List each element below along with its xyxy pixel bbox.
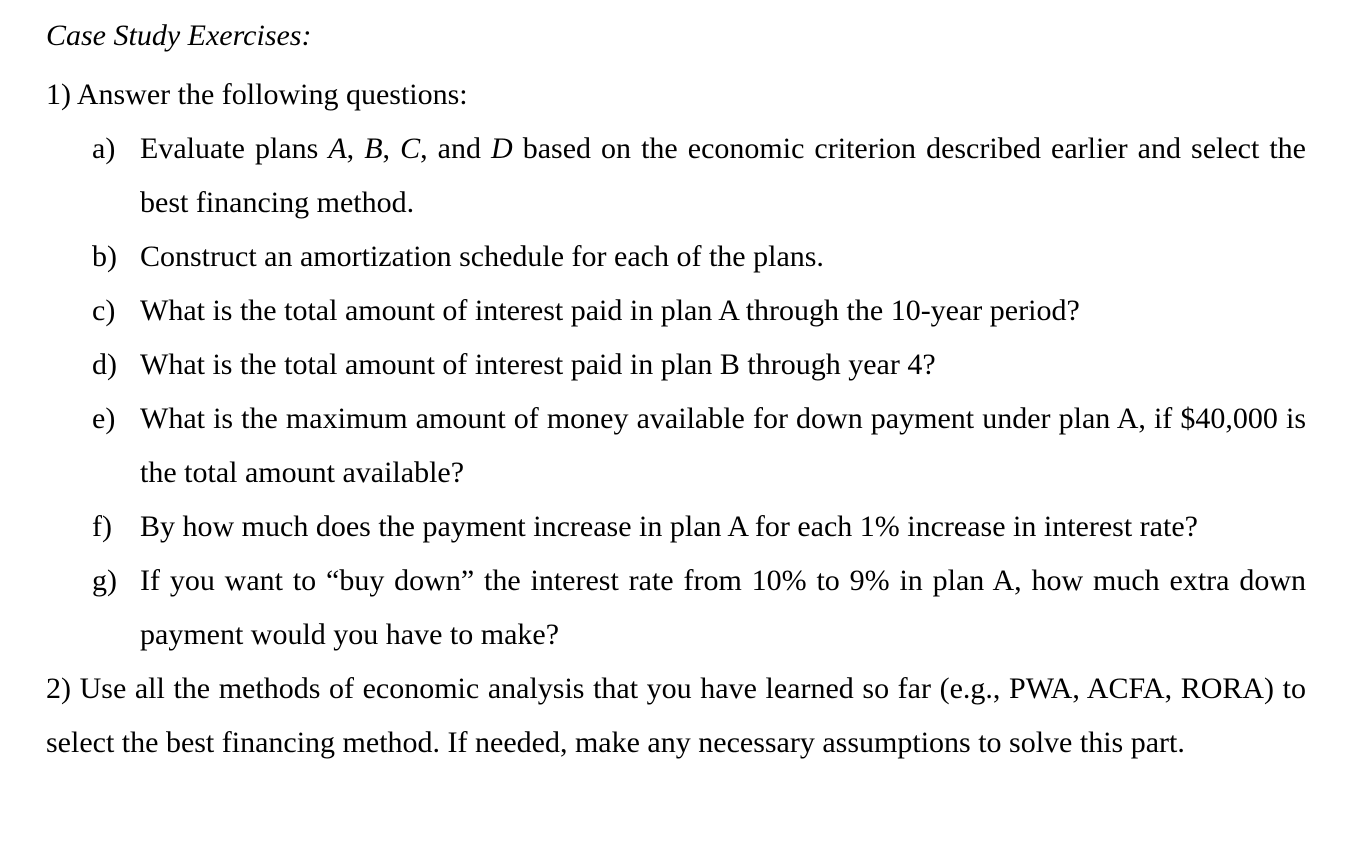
question-1e: [46, 392, 1306, 500]
question-2: 2) Use all the methods of economic analysis that you have learned so far (e.g., PWA, ACFA, RORA) to select the best financing method. If needed, make any necessary assumptions to solve this part.: [46, 672, 1306, 759]
question-1-label: 1) Answer the following questions:: [46, 78, 468, 111]
item-marker: e): [92, 402, 116, 435]
item-text: By how much does the payment increase in plan A for each 1% increase in interest rate?: [140, 510, 1198, 543]
item-marker: g): [92, 564, 117, 597]
item-text: What is the maximum amount of money available for down payment under plan A, if $40,000 is the total amount available?: [140, 402, 1306, 489]
question-1c: [46, 284, 1306, 338]
item-marker: a): [92, 132, 116, 165]
item-text: What is the total amount of interest paid in plan B through year 4?: [140, 348, 936, 381]
question-1f: [46, 500, 1306, 554]
question-1g: [46, 554, 1306, 662]
item-text: Construct an amortization schedule for each of the plans.: [140, 240, 824, 273]
question-1a: [46, 122, 1306, 230]
item-text: Evaluate plans A, B, C, and D based on the economic criterion described earlier and select the best financing method.: [140, 132, 1307, 219]
heading: Case Study Exercises:: [46, 19, 312, 52]
item-text: What is the total amount of interest paid in plan A through the 10-year period?: [140, 294, 1080, 327]
item-marker: f): [92, 510, 112, 543]
document: [46, 14, 1306, 770]
question-1b: [46, 230, 1306, 284]
item-marker: d): [92, 348, 117, 381]
item-marker: b): [92, 240, 117, 273]
item-marker: c): [92, 294, 116, 327]
item-text: If you want to “buy down” the interest rate from 10% to 9% in plan A, how much extra down payment would you have to make?: [140, 564, 1306, 651]
question-1d: [46, 338, 1306, 392]
